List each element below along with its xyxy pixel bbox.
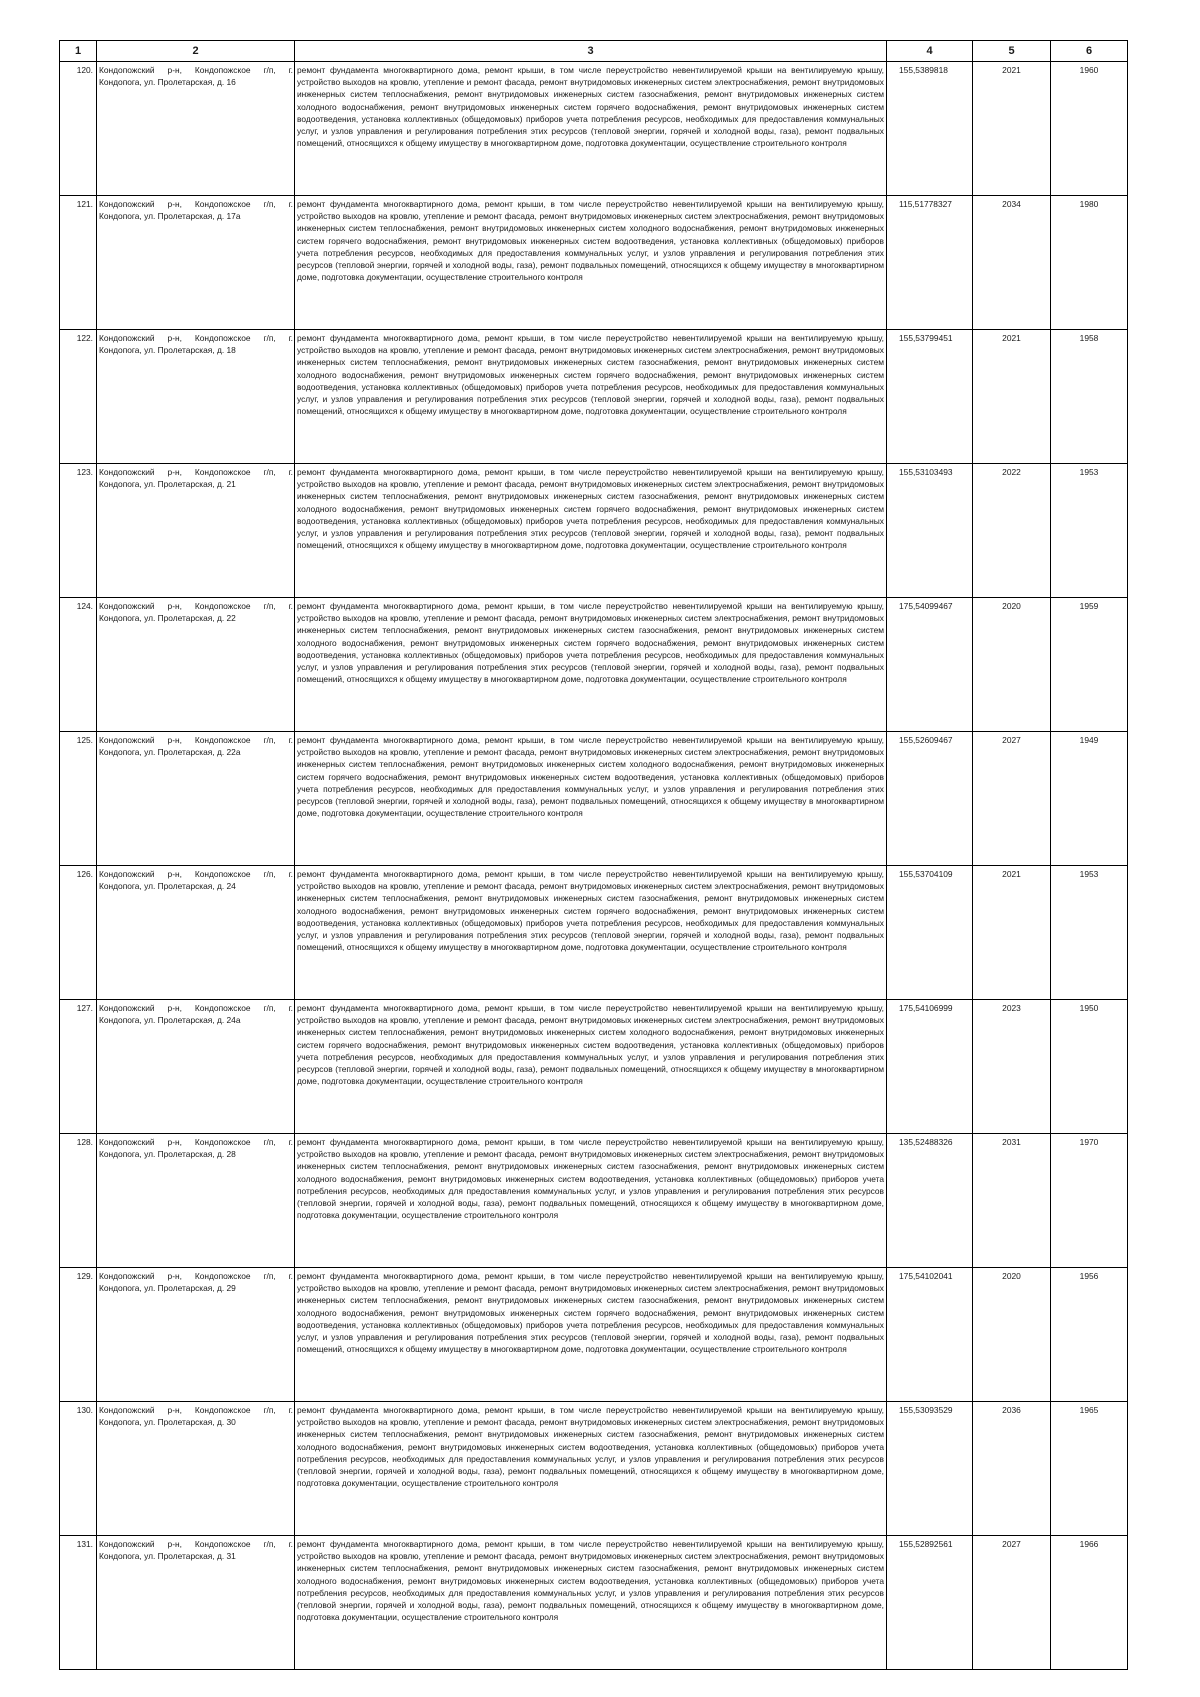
built-year-cell: 1956 xyxy=(1051,1268,1128,1402)
works-cell: ремонт фундамента многоквартирного дома, ремонт крыши, в том числе переустройство невентилируемой крыши на вентилируемую крышу, устройство выходов на кровлю, утепление и ремонт фасада, ремонт внутридомовых инженерных систем электроснабжения, ремонт внутридомовых инженерных систем теплоснабжения, ремонт внутридомовых инженерных систем холодного водоснабжения, ремонт внутридомовых инженерных систем горячего водоснабжения, ремонт внутридомовых инженерных систем водоотведения, установка коллективных (общедомовых) приборов учета потребления ресурсов, необходимых для предоставления коммунальных услуг, и узлов управления и регулирования потребления этих ресурсов (тепловой энергии, горячей и холодной воды, газа), ремонт подвальных помещений, относящихся к общему имуществу в многоквартирном доме, подготовка документации, осуществление строительного контроля xyxy=(295,732,887,866)
works-cell: ремонт фундамента многоквартирного дома, ремонт крыши, в том числе переустройство невентилируемой крыши на вентилируемую крышу, устройство выходов на кровлю, утепление и ремонт фасада, ремонт внутридомовых инженерных систем электроснабжения, ремонт внутридомовых инженерных систем теплоснабжения, ремонт внутридомовых инженерных систем газоснабжения, ремонт внутридомовых инженерных систем холодного водоснабжения, ремонт внутридомовых инженерных систем горячего водоснабжения, ремонт внутридомовых инженерных систем водоотведения, установка коллективных (общедомовых) приборов учета потребления ресурсов, необходимых для предоставления коммунальных услуг, и узлов управления и регулирования потребления этих ресурсов (тепловой энергии, горячей и холодной воды, газа), ремонт подвальных помещений, относящихся к общему имуществу в многоквартирном доме, подготовка документации, осуществление строительного контроля xyxy=(295,866,887,1000)
table-row xyxy=(60,464,1128,598)
value-cell: 155,52609467 xyxy=(887,732,973,866)
works-cell: ремонт фундамента многоквартирного дома, ремонт крыши, в том числе переустройство невентилируемой крыши на вентилируемую крышу, устройство выходов на кровлю, утепление и ремонт фасада, ремонт внутридомовых инженерных систем электроснабжения, ремонт внутридомовых инженерных систем теплоснабжения, ремонт внутридомовых инженерных систем газоснабжения, ремонт внутридомовых инженерных систем холодного водоснабжения, ремонт внутридомовых инженерных систем горячего водоснабжения, ремонт внутридомовых инженерных систем водоотведения, установка коллективных (общедомовых) приборов учета потребления ресурсов, необходимых для предоставления коммунальных услуг, и узлов управления и регулирования потребления этих ресурсов (тепловой энергии, горячей и холодной воды, газа), ремонт подвальных помещений, относящихся к общему имуществу в многоквартирном доме, подготовка документации, осуществление строительного контроля xyxy=(295,62,887,196)
address-cell: Кондопожский р-н, Кондопожское г/п, г. Кондопога, ул. Пролетарская, д. 31 xyxy=(97,1536,295,1670)
year-cell: 2021 xyxy=(973,866,1051,1000)
address-cell: Кондопожский р-н, Кондопожское г/п, г. Кондопога, ул. Пролетарская, д. 24а xyxy=(97,1000,295,1134)
address-cell: Кондопожский р-н, Кондопожское г/п, г. Кондопога, ул. Пролетарская, д. 30 xyxy=(97,1402,295,1536)
row-number: 121. xyxy=(60,196,97,330)
column-header: 6 xyxy=(1051,41,1128,62)
built-year-cell: 1966 xyxy=(1051,1536,1128,1670)
year-cell: 2020 xyxy=(973,598,1051,732)
works-cell: ремонт фундамента многоквартирного дома, ремонт крыши, в том числе переустройство невентилируемой крыши на вентилируемую крышу, устройство выходов на кровлю, утепление и ремонт фасада, ремонт внутридомовых инженерных систем электроснабжения, ремонт внутридомовых инженерных систем теплоснабжения, ремонт внутридомовых инженерных систем газоснабжения, ремонт внутридомовых инженерных систем холодного водоснабжения, ремонт внутридомовых инженерных систем водоотведения, установка коллективных (общедомовых) приборов учета потребления ресурсов, необходимых для предоставления коммунальных услуг, и узлов управления и регулирования потребления этих ресурсов (тепловой энергии, горячей и холодной воды, газа), ремонт подвальных помещений, относящихся к общему имуществу в многоквартирном доме, подготовка документации, осуществление строительного контроля xyxy=(295,1402,887,1536)
address-cell: Кондопожский р-н, Кондопожское г/п, г. Кондопога, ул. Пролетарская, д. 16 xyxy=(97,62,295,196)
row-number: 124. xyxy=(60,598,97,732)
row-number: 122. xyxy=(60,330,97,464)
built-year-cell: 1949 xyxy=(1051,732,1128,866)
address-cell: Кондопожский р-н, Кондопожское г/п, г. Кондопога, ул. Пролетарская, д. 22а xyxy=(97,732,295,866)
built-year-cell: 1958 xyxy=(1051,330,1128,464)
works-table xyxy=(59,40,1128,1670)
year-cell: 2022 xyxy=(973,464,1051,598)
value-cell: 155,53103493 xyxy=(887,464,973,598)
year-cell: 2023 xyxy=(973,1000,1051,1134)
year-cell: 2027 xyxy=(973,1536,1051,1670)
works-cell: ремонт фундамента многоквартирного дома, ремонт крыши, в том числе переустройство невентилируемой крыши на вентилируемую крышу, устройство выходов на кровлю, утепление и ремонт фасада, ремонт внутридомовых инженерных систем электроснабжения, ремонт внутридомовых инженерных систем теплоснабжения, ремонт внутридомовых инженерных систем газоснабжения, ремонт внутридомовых инженерных систем холодного водоснабжения, ремонт внутридомовых инженерных систем водоотведения, установка коллективных (общедомовых) приборов учета потребления ресурсов, необходимых для предоставления коммунальных услуг, и узлов управления и регулирования потребления этих ресурсов (тепловой энергии, горячей и холодной воды, газа), ремонт подвальных помещений, относящихся к общему имуществу в многоквартирном доме, подготовка документации, осуществление строительного контроля xyxy=(295,1536,887,1670)
address-cell: Кондопожский р-н, Кондопожское г/п, г. Кондопога, ул. Пролетарская, д. 21 xyxy=(97,464,295,598)
table-row xyxy=(60,598,1128,732)
address-cell: Кондопожский р-н, Кондопожское г/п, г. Кондопога, ул. Пролетарская, д. 24 xyxy=(97,866,295,1000)
address-cell: Кондопожский р-н, Кондопожское г/п, г. Кондопога, ул. Пролетарская, д. 18 xyxy=(97,330,295,464)
value-cell: 155,53093529 xyxy=(887,1402,973,1536)
works-cell: ремонт фундамента многоквартирного дома, ремонт крыши, в том числе переустройство невентилируемой крыши на вентилируемую крышу, устройство выходов на кровлю, утепление и ремонт фасада, ремонт внутридомовых инженерных систем электроснабжения, ремонт внутридомовых инженерных систем теплоснабжения, ремонт внутридомовых инженерных систем газоснабжения, ремонт внутридомовых инженерных систем холодного водоснабжения, ремонт внутридомовых инженерных систем водоотведения, установка коллективных (общедомовых) приборов учета потребления ресурсов, необходимых для предоставления коммунальных услуг, и узлов управления и регулирования потребления этих ресурсов (тепловой энергии, горячей и холодной воды, газа), ремонт подвальных помещений, относящихся к общему имуществу в многоквартирном доме, подготовка документации, осуществление строительного контроля xyxy=(295,1134,887,1268)
column-header: 5 xyxy=(973,41,1051,62)
row-number: 129. xyxy=(60,1268,97,1402)
table-row xyxy=(60,866,1128,1000)
built-year-cell: 1959 xyxy=(1051,598,1128,732)
value-cell: 135,52488326 xyxy=(887,1134,973,1268)
table-row xyxy=(60,1134,1128,1268)
year-cell: 2036 xyxy=(973,1402,1051,1536)
works-cell: ремонт фундамента многоквартирного дома, ремонт крыши, в том числе переустройство невентилируемой крыши на вентилируемую крышу, устройство выходов на кровлю, утепление и ремонт фасада, ремонт внутридомовых инженерных систем электроснабжения, ремонт внутридомовых инженерных систем теплоснабжения, ремонт внутридомовых инженерных систем газоснабжения, ремонт внутридомовых инженерных систем холодного водоснабжения, ремонт внутридомовых инженерных систем горячего водоснабжения, ремонт внутридомовых инженерных систем водоотведения, установка коллективных (общедомовых) приборов учета потребления ресурсов, необходимых для предоставления коммунальных услуг, и узлов управления и регулирования потребления этих ресурсов (тепловой энергии, горячей и холодной воды, газа), ремонт подвальных помещений, относящихся к общему имуществу в многоквартирном доме, подготовка документации, осуществление строительного контроля xyxy=(295,598,887,732)
row-number: 128. xyxy=(60,1134,97,1268)
column-header: 3 xyxy=(295,41,887,62)
table-row xyxy=(60,196,1128,330)
built-year-cell: 1965 xyxy=(1051,1402,1128,1536)
value-cell: 155,52892561 xyxy=(887,1536,973,1670)
table-row xyxy=(60,62,1128,196)
value-cell: 115,51778327 xyxy=(887,196,973,330)
built-year-cell: 1970 xyxy=(1051,1134,1128,1268)
year-cell: 2034 xyxy=(973,196,1051,330)
value-cell: 155,53704109 xyxy=(887,866,973,1000)
value-cell: 175,54102041 xyxy=(887,1268,973,1402)
works-cell: ремонт фундамента многоквартирного дома, ремонт крыши, в том числе переустройство невентилируемой крыши на вентилируемую крышу, устройство выходов на кровлю, утепление и ремонт фасада, ремонт внутридомовых инженерных систем электроснабжения, ремонт внутридомовых инженерных систем теплоснабжения, ремонт внутридомовых инженерных систем газоснабжения, ремонт внутридомовых инженерных систем холодного водоснабжения, ремонт внутридомовых инженерных систем горячего водоснабжения, ремонт внутридомовых инженерных систем водоотведения, установка коллективных (общедомовых) приборов учета потребления ресурсов, необходимых для предоставления коммунальных услуг, и узлов управления и регулирования потребления этих ресурсов (тепловой энергии, горячей и холодной воды, газа), ремонт подвальных помещений, относящихся к общему имуществу в многоквартирном доме, подготовка документации, осуществление строительного контроля xyxy=(295,464,887,598)
address-cell: Кондопожский р-н, Кондопожское г/п, г. Кондопога, ул. Пролетарская, д. 22 xyxy=(97,598,295,732)
row-number: 131. xyxy=(60,1536,97,1670)
table-row xyxy=(60,732,1128,866)
value-cell: 155,5389818 xyxy=(887,62,973,196)
built-year-cell: 1950 xyxy=(1051,1000,1128,1134)
row-number: 126. xyxy=(60,866,97,1000)
works-cell: ремонт фундамента многоквартирного дома, ремонт крыши, в том числе переустройство невентилируемой крыши на вентилируемую крышу, устройство выходов на кровлю, утепление и ремонт фасада, ремонт внутридомовых инженерных систем электроснабжения, ремонт внутридомовых инженерных систем теплоснабжения, ремонт внутридомовых инженерных систем холодного водоснабжения, ремонт внутридомовых инженерных систем горячего водоснабжения, ремонт внутридомовых инженерных систем водоотведения, установка коллективных (общедомовых) приборов учета потребления ресурсов, необходимых для предоставления коммунальных услуг, и узлов управления и регулирования потребления этих ресурсов (тепловой энергии, горячей и холодной воды, газа), ремонт подвальных помещений, относящихся к общему имуществу в многоквартирном доме, подготовка документации, осуществление строительного контроля xyxy=(295,196,887,330)
table-row xyxy=(60,1536,1128,1670)
year-cell: 2020 xyxy=(973,1268,1051,1402)
table-row xyxy=(60,1000,1128,1134)
table-row xyxy=(60,1402,1128,1536)
row-number: 130. xyxy=(60,1402,97,1536)
year-cell: 2021 xyxy=(973,330,1051,464)
value-cell: 155,53799451 xyxy=(887,330,973,464)
row-number: 120. xyxy=(60,62,97,196)
value-cell: 175,54106999 xyxy=(887,1000,973,1134)
works-cell: ремонт фундамента многоквартирного дома, ремонт крыши, в том числе переустройство невентилируемой крыши на вентилируемую крышу, устройство выходов на кровлю, утепление и ремонт фасада, ремонт внутридомовых инженерных систем электроснабжения, ремонт внутридомовых инженерных систем теплоснабжения, ремонт внутридомовых инженерных систем газоснабжения, ремонт внутридомовых инженерных систем холодного водоснабжения, ремонт внутридомовых инженерных систем горячего водоснабжения, ремонт внутридомовых инженерных систем водоотведения, установка коллективных (общедомовых) приборов учета потребления ресурсов, необходимых для предоставления коммунальных услуг, и узлов управления и регулирования потребления этих ресурсов (тепловой энергии, горячей и холодной воды, газа), ремонт подвальных помещений, относящихся к общему имуществу в многоквартирном доме, подготовка документации, осуществление строительного контроля xyxy=(295,330,887,464)
row-number: 125. xyxy=(60,732,97,866)
works-cell: ремонт фундамента многоквартирного дома, ремонт крыши, в том числе переустройство невентилируемой крыши на вентилируемую крышу, устройство выходов на кровлю, утепление и ремонт фасада, ремонт внутридомовых инженерных систем электроснабжения, ремонт внутридомовых инженерных систем теплоснабжения, ремонт внутридомовых инженерных систем холодного водоснабжения, ремонт внутридомовых инженерных систем горячего водоснабжения, ремонт внутридомовых инженерных систем водоотведения, установка коллективных (общедомовых) приборов учета потребления ресурсов, необходимых для предоставления коммунальных услуг, и узлов управления и регулирования потребления этих ресурсов (тепловой энергии, горячей и холодной воды, газа), ремонт подвальных помещений, относящихся к общему имуществу в многоквартирном доме, подготовка документации, осуществление строительного контроля xyxy=(295,1000,887,1134)
built-year-cell: 1953 xyxy=(1051,866,1128,1000)
column-header: 1 xyxy=(60,41,97,62)
address-cell: Кондопожский р-н, Кондопожское г/п, г. Кондопога, ул. Пролетарская, д. 28 xyxy=(97,1134,295,1268)
document-page xyxy=(59,40,1127,1670)
built-year-cell: 1980 xyxy=(1051,196,1128,330)
year-cell: 2021 xyxy=(973,62,1051,196)
header-row xyxy=(60,41,1128,62)
column-header: 2 xyxy=(97,41,295,62)
row-number: 123. xyxy=(60,464,97,598)
value-cell: 175,54099467 xyxy=(887,598,973,732)
built-year-cell: 1953 xyxy=(1051,464,1128,598)
address-cell: Кондопожский р-н, Кондопожское г/п, г. Кондопога, ул. Пролетарская, д. 29 xyxy=(97,1268,295,1402)
table-row xyxy=(60,330,1128,464)
row-number: 127. xyxy=(60,1000,97,1134)
works-cell: ремонт фундамента многоквартирного дома, ремонт крыши, в том числе переустройство невентилируемой крыши на вентилируемую крышу, устройство выходов на кровлю, утепление и ремонт фасада, ремонт внутридомовых инженерных систем электроснабжения, ремонт внутридомовых инженерных систем теплоснабжения, ремонт внутридомовых инженерных систем газоснабжения, ремонт внутридомовых инженерных систем холодного водоснабжения, ремонт внутридомовых инженерных систем горячего водоснабжения, ремонт внутридомовых инженерных систем водоотведения, установка коллективных (общедомовых) приборов учета потребления ресурсов, необходимых для предоставления коммунальных услуг, и узлов управления и регулирования потребления этих ресурсов (тепловой энергии, горячей и холодной воды, газа), ремонт подвальных помещений, относящихся к общему имуществу в многоквартирном доме, подготовка документации, осуществление строительного контроля xyxy=(295,1268,887,1402)
built-year-cell: 1960 xyxy=(1051,62,1128,196)
column-header: 4 xyxy=(887,41,973,62)
year-cell: 2027 xyxy=(973,732,1051,866)
year-cell: 2031 xyxy=(973,1134,1051,1268)
table-row xyxy=(60,1268,1128,1402)
address-cell: Кондопожский р-н, Кондопожское г/п, г. Кондопога, ул. Пролетарская, д. 17а xyxy=(97,196,295,330)
